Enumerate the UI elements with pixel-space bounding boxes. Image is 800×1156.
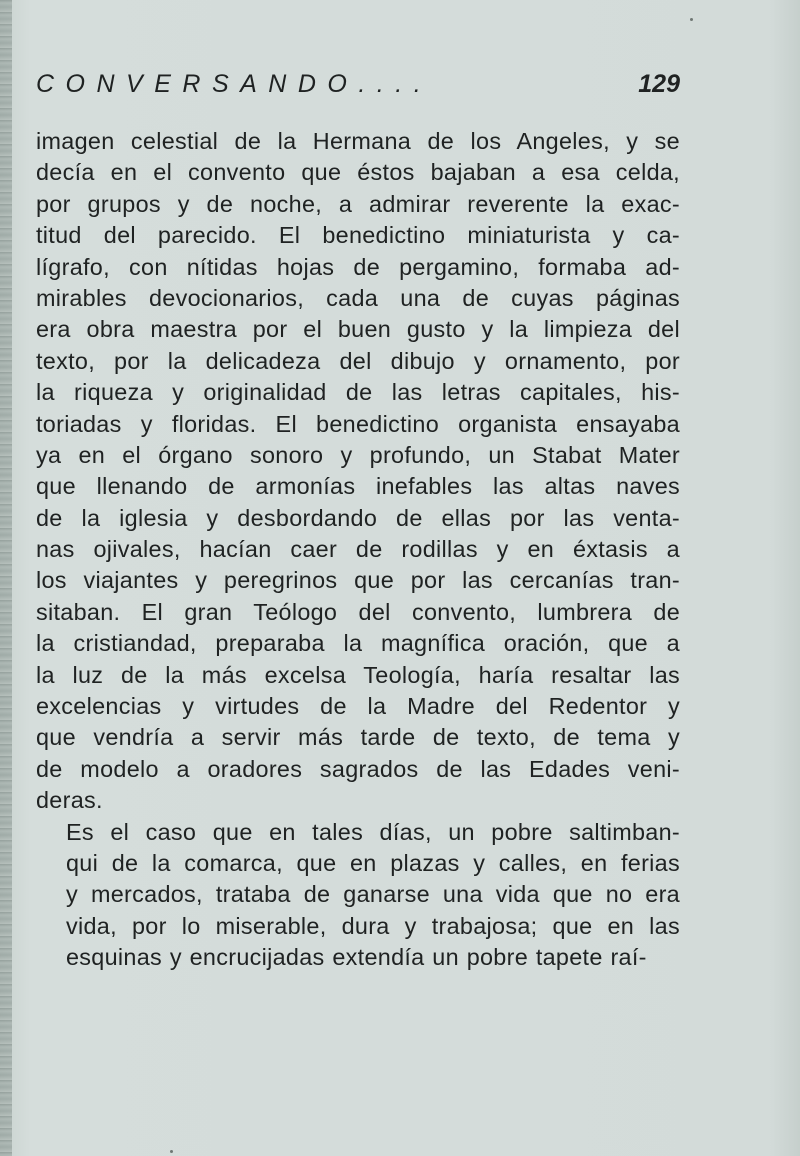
text-line: decía en el convento que éstos bajaban a esa celda,: [36, 159, 680, 186]
text-line: titud del parecido. El benedictino miniaturista y ca-: [36, 222, 680, 249]
text-line: esquinas y encrucijadas extendía un pobre tapete raí-: [66, 944, 647, 971]
text-line: deras.: [36, 787, 103, 814]
text-line: mirables devocionarios, cada una de cuyas páginas: [36, 284, 680, 311]
text-line: imagen celestial de la Hermana de los Angeles, y se: [36, 128, 680, 154]
text-line: de la iglesia y desbordando de ellas por las venta-: [36, 504, 680, 531]
page-number: 129: [638, 70, 680, 98]
paragraph: [36, 817, 680, 974]
text-line: los viajantes y peregrinos que por las cercanías tran-: [36, 567, 680, 594]
text-line: nas ojivales, hacían caer de rodillas y en éxtasis a: [36, 536, 680, 563]
text-line: que llenando de armonías inefables las altas naves: [36, 473, 680, 500]
running-title: CONVERSANDO....: [36, 70, 433, 98]
text-line: por grupos y de noche, a admirar reverente la exac-: [36, 190, 680, 217]
text-line: ya en el órgano sonoro y profundo, un Stabat Mater: [36, 441, 680, 468]
text-line: y mercados, trataba de ganarse una vida que no era: [66, 881, 680, 908]
text-line: lígrafo, con nítidas hojas de pergamino, formaba ad-: [36, 253, 680, 280]
text-line: qui de la comarca, que en plazas y calles, en ferias: [66, 849, 680, 876]
text-line: de modelo a oradores sagrados de las Edades veni-: [36, 755, 680, 782]
text-line: era obra maestra por el buen gusto y la limpieza del: [36, 316, 680, 343]
text-line: la cristiandad, preparaba la magnífica oración, que a: [36, 630, 680, 657]
paper-speck: [170, 1150, 173, 1153]
text-line: excelencias y virtudes de la Madre del Redentor y: [36, 693, 680, 720]
paper-speck: [690, 18, 693, 21]
body-text: [36, 126, 680, 974]
text-line: toriadas y floridas. El benedictino organista ensayaba: [36, 410, 680, 437]
text-line: Es el caso que en tales días, un pobre saltimban-: [66, 818, 680, 845]
text-line: la luz de la más excelsa Teología, haría resaltar las: [36, 661, 680, 688]
binding-edge: [0, 0, 12, 1156]
text-line: texto, por la delicadeza del dibujo y ornamento, por: [36, 347, 680, 374]
page-header: [36, 70, 680, 110]
text-line: que vendría a servir más tarde de texto, de tema y: [36, 724, 680, 751]
text-line: sitaban. El gran Teólogo del convento, lumbrera de: [36, 598, 680, 625]
text-line: la riqueza y originalidad de las letras capitales, his-: [36, 379, 680, 406]
text-line: vida, por lo miserable, dura y trabajosa; que en las: [66, 912, 680, 939]
paragraph: [36, 126, 680, 817]
